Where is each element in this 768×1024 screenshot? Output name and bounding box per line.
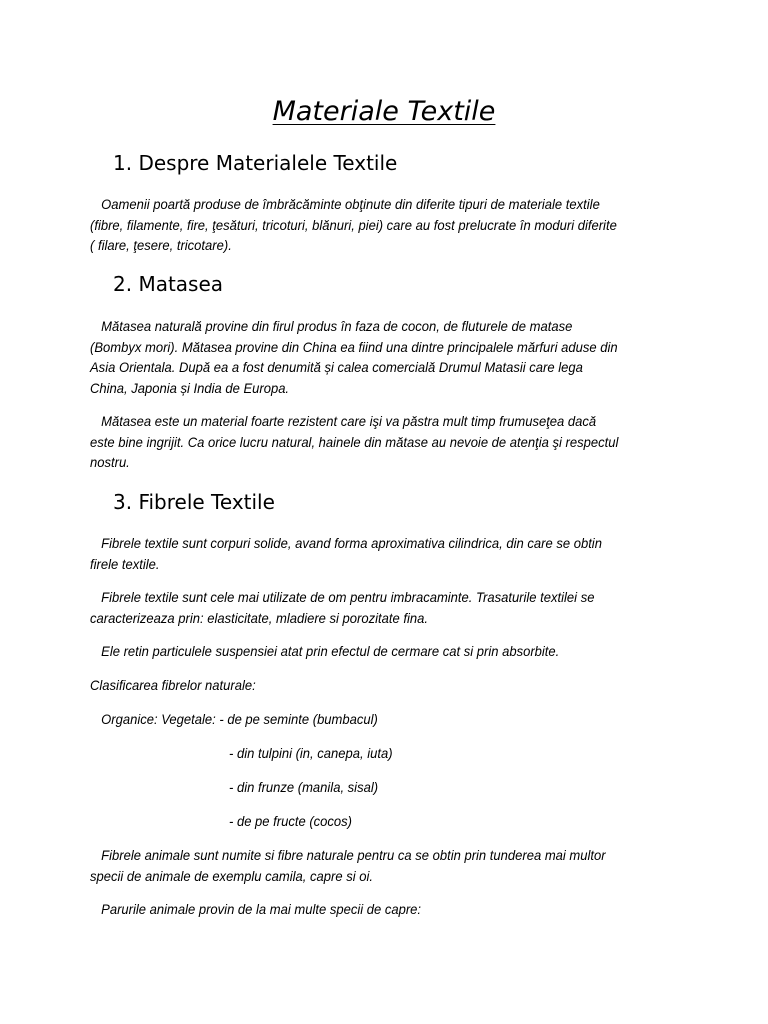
paragraph-fibrele-utilizare bbox=[90, 587, 648, 628]
section-heading-despre: 1. Despre Materialele Textile bbox=[113, 151, 398, 175]
paragraph-line: Asia Orientala. După ea a fost denumită și calea comercială Drumul Matasii care lega bbox=[90, 359, 583, 375]
paragraph-line: Parurile animale provin de la mai multe specii de capre: bbox=[101, 901, 422, 917]
paragraph-line: Organice: Vegetale: - de pe seminte (bumbacul) bbox=[101, 711, 378, 727]
paragraph-line: - de pe fructe (cocos) bbox=[229, 813, 353, 829]
section-heading-fibrele: 3. Fibrele Textile bbox=[113, 490, 275, 514]
paragraph-line: Oamenii poartă produse de îmbrăcăminte obţinute din diferite tipuri de materiale textile bbox=[101, 196, 600, 212]
paragraph-paruri-animale bbox=[90, 899, 648, 920]
paragraph-particule bbox=[90, 641, 648, 662]
paragraph-line: Mătasea naturală provine din firul produs în faza de cocon, de fluturele de matase bbox=[101, 318, 573, 334]
paragraph-matasea-rezistenta bbox=[90, 411, 648, 473]
list-item-tulpini bbox=[229, 743, 768, 764]
paragraph-line: Fibrele animale sunt numite si fibre naturale pentru ca se obtin prin tunderea mai multor bbox=[101, 847, 606, 863]
list-item-fructe bbox=[229, 811, 768, 832]
paragraph-line: (fibre, filamente, fire, ţesături, tricoturi, blănuri, piei) care au fost prelucrate în moduri diferite bbox=[90, 216, 617, 233]
paragraph-line: Clasificarea fibrelor naturale: bbox=[90, 677, 256, 693]
paragraph-despre-materiale bbox=[90, 194, 648, 256]
paragraph-matasea-naturala bbox=[90, 316, 648, 398]
paragraph-line: Fibrele textile sunt corpuri solide, avand forma aproximativa cilindrica, din care se obtin bbox=[101, 535, 602, 551]
paragraph-line: ( filare, ţesere, tricotare). bbox=[90, 237, 232, 253]
paragraph-line: Ele retin particulele suspensiei atat prin efectul de cermare cat si prin absorbite. bbox=[101, 643, 560, 659]
document-title: Materiale Textile bbox=[272, 96, 496, 127]
paragraph-clasificare bbox=[90, 675, 648, 696]
paragraph-line: nostru. bbox=[90, 454, 130, 470]
paragraph-line: Fibrele textile sunt cele mai utilizate de om pentru imbracaminte. Trasaturile textilei se bbox=[101, 589, 595, 605]
paragraph-fibre-animale bbox=[90, 845, 648, 886]
section-heading-matasea: 2. Matasea bbox=[113, 272, 224, 296]
paragraph-line: firele textile. bbox=[90, 555, 160, 572]
list-item-frunze bbox=[229, 777, 768, 798]
list-item-organice bbox=[90, 709, 648, 730]
paragraph-fibrele-definitie bbox=[90, 533, 648, 574]
paragraph-line: - din frunze (manila, sisal) bbox=[229, 779, 379, 795]
paragraph-line: caracterizeaza prin: elasticitate, mladiere si porozitate fina. bbox=[90, 609, 428, 626]
paragraph-line: - din tulpini (in, canepa, iuta) bbox=[229, 745, 393, 761]
paragraph-line: este bine ingrijit. Ca orice lucru natural, hainele din mătase au nevoie de atenţia şi respectul bbox=[90, 433, 619, 450]
paragraph-line: Mătasea este un material foarte rezistent care işi va păstra mult timp frumuseţea dacă bbox=[101, 413, 597, 429]
paragraph-line: specii de animale de exemplu camila, capre si oi. bbox=[90, 867, 373, 884]
paragraph-line: (Bombyx mori). Mătasea provine din China ea fiind una dintre principalele mărfuri aduse din bbox=[90, 338, 618, 355]
paragraph-line: China, Japonia și India de Europa. bbox=[90, 379, 290, 396]
